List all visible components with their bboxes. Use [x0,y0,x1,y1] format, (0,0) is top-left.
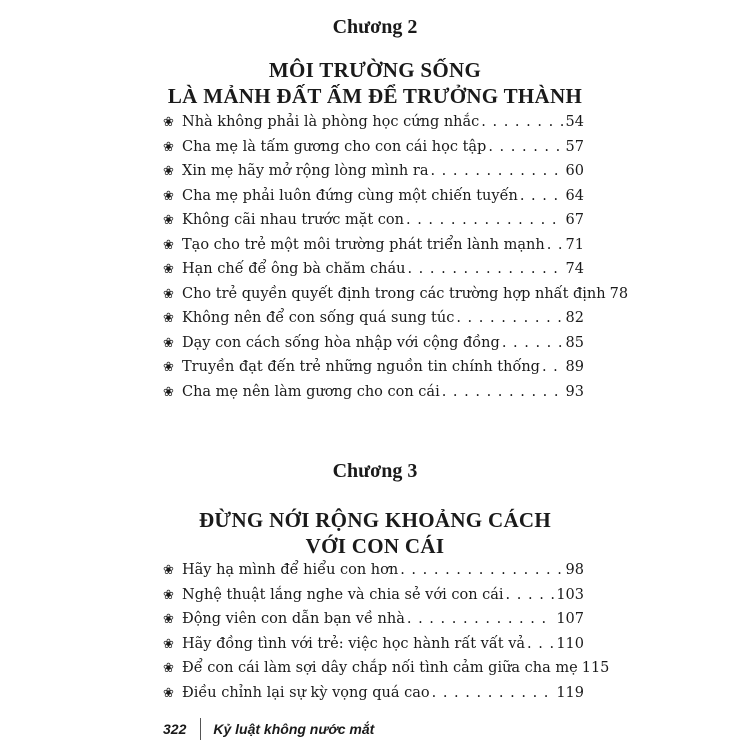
toc-entry-page: 74 [565,261,584,277]
flower-bullet-icon: ❀ [163,188,174,204]
toc-entry-page: 82 [565,310,584,326]
flower-bullet-icon: ❀ [163,286,174,302]
chapter-3-title-line-2: VỚI CON CÁI [305,534,445,558]
toc-entry [163,685,584,710]
toc-entry [163,310,584,335]
chapter-2-toc [163,114,629,408]
chapter-2-heading: Chương 2 [332,16,418,38]
toc-entry-label: Hãy hạ mình để hiểu con hơn [182,562,399,578]
flower-bullet-icon: ❀ [163,213,174,228]
toc-entry-page: 93 [565,383,584,400]
dot-leader [406,212,564,228]
flower-bullet-icon: ❀ [163,612,174,627]
toc-entry-label: Truyền đạt đến trẻ những nguồn tin chính thống [182,359,540,375]
dot-leader [527,636,554,652]
toc-entry [163,285,629,311]
toc-entry-page: 115 [581,660,610,676]
flower-bullet-icon: ❀ [163,335,174,351]
toc-entry-page: 110 [556,635,584,652]
toc-entry-page: 67 [565,212,584,228]
flower-bullet-icon: ❀ [163,311,174,326]
toc-entry [163,139,584,164]
footer-divider [200,718,201,740]
chapter-3-toc [163,562,610,709]
toc-entry-page: 98 [565,562,584,578]
toc-entry-label: Điều chỉnh lại sự kỳ vọng quá cao [182,684,430,701]
dot-leader [407,261,563,277]
toc-entry [163,237,584,262]
flower-bullet-icon: ❀ [163,384,174,400]
dot-leader [542,359,564,375]
dot-leader [502,335,564,351]
toc-entry-label: Hạn chế để ông bà chăm cháu [182,261,406,277]
dot-leader [547,237,564,253]
chapter-2-title [0,57,750,109]
toc-entry [163,359,584,384]
toc-entry-page: 89 [565,359,584,375]
toc-entry-page: 107 [556,611,584,627]
dot-leader [488,139,563,155]
dot-leader [432,685,555,701]
toc-entry [163,335,584,360]
flower-bullet-icon: ❀ [163,237,174,253]
flower-bullet-icon: ❀ [163,139,174,155]
chapter-2-title-line-2: LÀ MẢNH ĐẤT ẤM ĐỂ TRƯỞNG THÀNH [167,84,583,108]
chapter-2-title-line-1: MÔI TRƯỜNG SỐNG [268,58,482,82]
toc-entry [163,163,584,188]
toc-entry-label: Nhà không phải là phòng học cứng nhắc [182,114,480,130]
flower-bullet-icon: ❀ [163,587,174,603]
flower-bullet-icon: ❀ [163,636,174,652]
dot-leader [430,163,563,179]
toc-entry [163,114,584,139]
toc-entry-label: Tạo cho trẻ một môi trường phát triển lành mạnh [182,236,545,253]
flower-bullet-icon: ❀ [163,360,174,375]
toc-entry-label: Cha mẹ là tấm gương cho con cái học tập [182,138,487,155]
toc-entry-page: 64 [565,187,584,204]
toc-entry [163,636,584,661]
toc-entry-label: Động viên con dẫn bạn về nhà [182,611,405,627]
page-number: 322 [163,721,187,737]
book-title: Kỷ luật không nước mắt [213,721,375,737]
toc-entry [163,212,584,237]
toc-entry-page: 78 [609,285,629,302]
toc-entry-page: 119 [556,684,584,701]
toc-entry-label: Không nên để con sống quá sung túc [182,310,455,326]
dot-leader [456,310,563,326]
dot-leader [520,188,564,204]
toc-entry-page: 57 [565,138,584,155]
toc-entry-label: Không cãi nhau trước mặt con [182,212,404,228]
toc-entry [163,562,584,587]
toc-entry-page: 71 [565,236,584,253]
toc-entry-page: 103 [556,586,584,603]
toc-entry [163,587,584,612]
toc-entry-page: 54 [565,114,584,130]
flower-bullet-icon: ❀ [163,685,174,701]
toc-entry-label: Cha mẹ nên làm gương cho con cái [182,383,440,400]
dot-leader [407,611,554,627]
toc-entry [163,188,584,213]
dot-leader [400,562,563,578]
toc-entry-label: Để con cái làm sợi dây chắp nối tình cảm giữa cha mẹ [182,660,578,676]
chapter-3-title [0,507,750,559]
toc-entry [163,261,584,286]
toc-entry [163,611,584,636]
dot-leader [506,587,555,603]
flower-bullet-icon: ❀ [163,563,174,578]
toc-entry-label: Nghệ thuật lắng nghe và chia sẻ với con cái [182,586,504,603]
toc-entry-label: Dạy con cách sống hòa nhập với cộng đồng [182,334,500,351]
toc-entry [163,660,610,685]
toc-entry-label: Cha mẹ phải luôn đứng cùng một chiến tuyến [182,187,518,204]
toc-entry-label: Cho trẻ quyền quyết định trong các trường hợp nhất định [182,285,606,302]
chapter-3-heading: Chương 3 [332,460,418,482]
page-footer [163,718,374,740]
toc-entry-page: 85 [565,334,584,351]
toc-entry [163,384,584,409]
toc-entry-label: Xin mẹ hãy mở rộng lòng mình ra [182,163,429,179]
toc-entry-page: 60 [565,163,584,179]
flower-bullet-icon: ❀ [163,661,174,676]
chapter-3-title-line-1: ĐỪNG NỚI RỘNG KHOẢNG CÁCH [198,508,552,532]
flower-bullet-icon: ❀ [163,164,174,179]
toc-entry-label: Hãy đồng tình với trẻ: việc học hành rất vất vả [182,635,526,652]
dot-leader [442,384,564,400]
flower-bullet-icon: ❀ [163,262,174,277]
flower-bullet-icon: ❀ [163,115,174,130]
dot-leader [481,114,563,130]
